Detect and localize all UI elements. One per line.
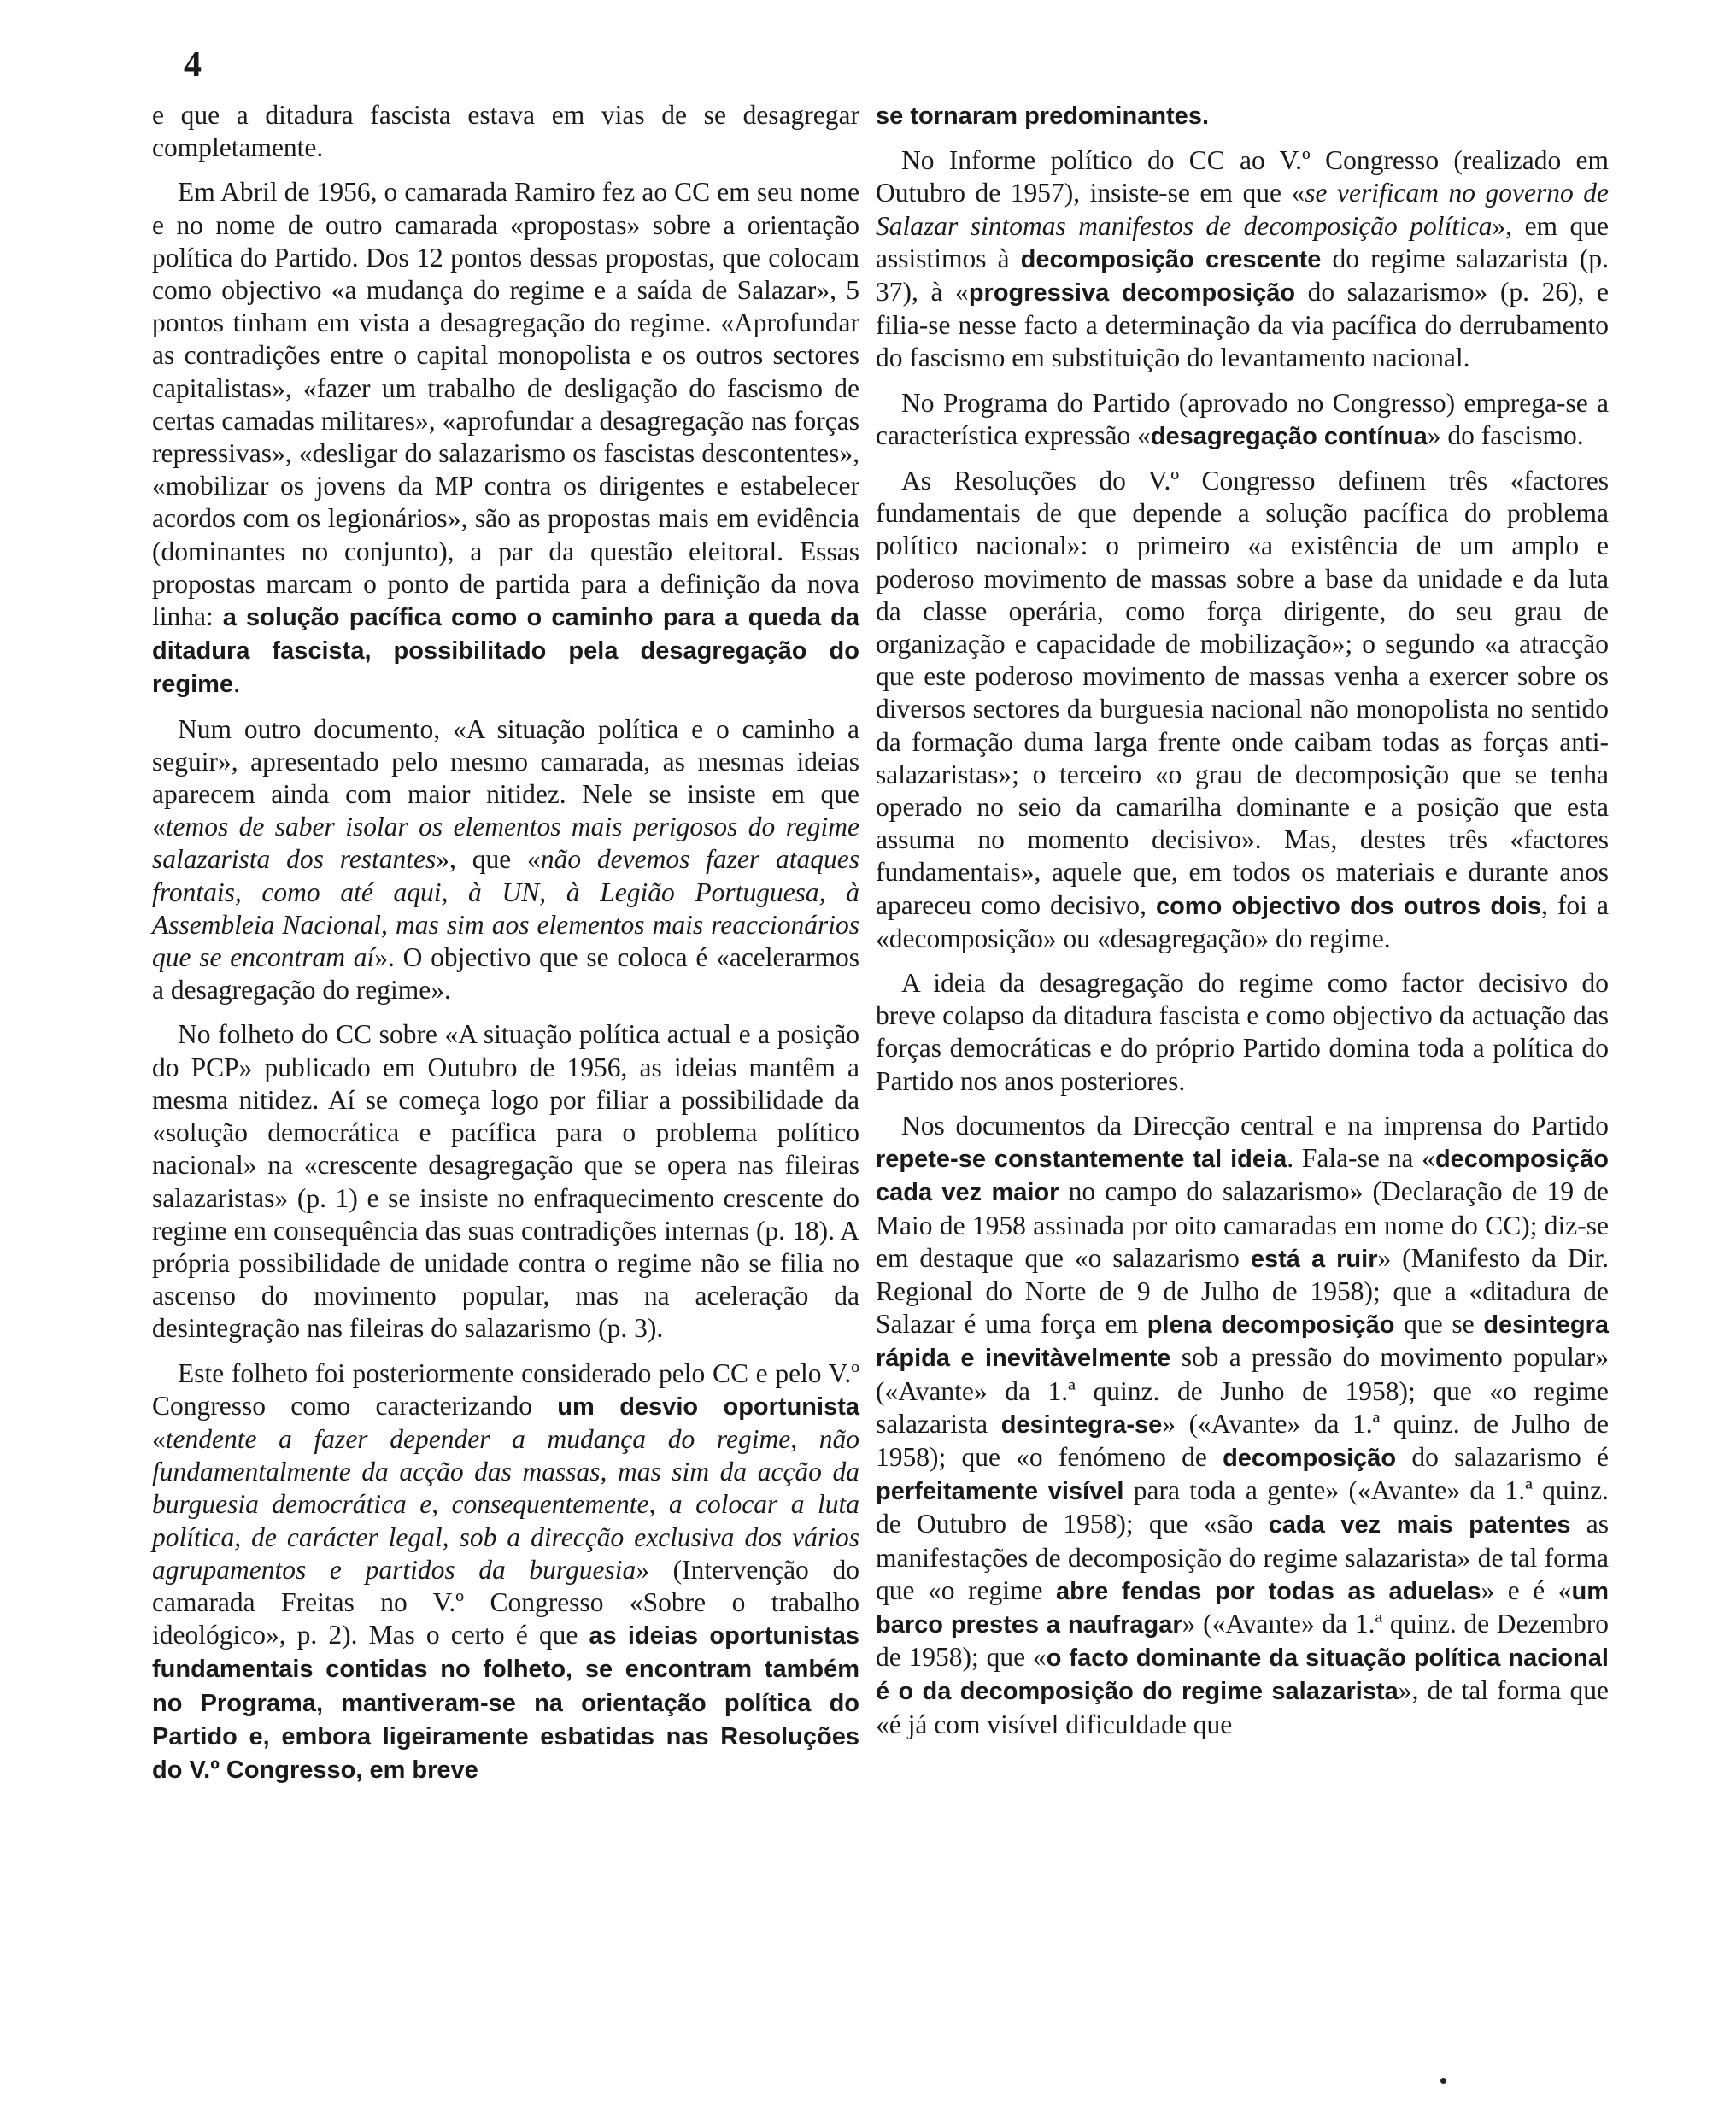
emphasis-text: a solução pacífica como o caminho para a queda da ditadura fascista, possibilitado pela desagregação do regime xyxy=(152,604,859,699)
emphasis-text: abre fendas por todas as aduelas xyxy=(1055,1577,1481,1605)
quoted-italic-text: temos de saber isolar os elementos mais perigosos do regime salazarista dos restantes xyxy=(152,812,859,875)
paragraph xyxy=(876,1110,1609,1741)
body-text: as manifestações de decomposição do regime salazarista» de tal forma que «o regime xyxy=(876,1509,1609,1605)
body-text: para toda a gente» («Avante» da 1.ª quinz. de Outubro de 1958); que «são xyxy=(876,1475,1609,1539)
body-text: » e é « xyxy=(1481,1574,1572,1605)
body-text: Num outro documento, «A situação política e o caminho a seguir», apresentado pelo mesmo camarada, as mesmas ideias aparecem ainda com maior nitidez. Nele se insiste em que « xyxy=(152,713,859,842)
paragraph xyxy=(876,465,1609,955)
emphasis-text: decomposição crescente xyxy=(1020,245,1322,273)
emphasis-text: repete-se constantemente tal ideia xyxy=(876,1146,1287,1174)
emphasis-text: desintegra-se xyxy=(1000,1410,1163,1439)
body-text: » (Manifesto da Dir. Regional do Norte de 9 de Julho de 1958); que a «ditadura de Salazar é uma força em xyxy=(876,1242,1609,1340)
body-text: no campo do salazarismo» (Declaração de 19 de Maio de 1958 assinada por oito camaradas em nome do CC); diz-se em destaque que «o salazarismo xyxy=(876,1176,1609,1273)
body-text: No Programa do Partido (aprovado no Congresso) emprega-se a característica expressão « xyxy=(876,387,1609,450)
body-text: sob a pressão do movimento popular» («Avante» da 1.ª quinz. de Junho de 1958); que «o regime salazarista xyxy=(876,1342,1609,1439)
body-text: , foi a «decomposição» ou «desagregação» do regime. xyxy=(876,889,1609,953)
emphasis-text: se tornaram predominantes. xyxy=(876,103,1209,130)
body-text: « xyxy=(152,1423,166,1454)
emphasis-text: o facto dominante da situação política nacional é o da decomposição do regime salazarista xyxy=(876,1645,1609,1706)
body-text: do salazarismo é xyxy=(1396,1441,1609,1472)
paragraph xyxy=(152,1357,859,1787)
body-text: Este folheto foi posteriormente considerado pelo CC e pelo V.º Congresso como caracterizando xyxy=(152,1357,859,1421)
emphasis-text: desintegra rápida e inevitàvelmente xyxy=(876,1311,1609,1373)
emphasis-text: um barco prestes a naufragar xyxy=(876,1577,1610,1639)
emphasis-text: desagregação contínua xyxy=(1150,422,1428,450)
body-text: Nos documentos da Direcção central e na imprensa do Partido xyxy=(901,1110,1609,1140)
emphasis-text: como objectivo dos outros dois xyxy=(1155,892,1541,920)
body-text: do salazarismo» (p. 26), e filia-se nesse facto a determinação da via pacífica do derrubamento do fascismo em substituição do levantamento nacional. xyxy=(876,277,1609,373)
body-text: No Informe político do CC ao V.º Congresso (realizado em Outubro de 1957), insiste-se em que « xyxy=(876,145,1609,208)
paragraph xyxy=(876,967,1609,1098)
body-text: A ideia da desagregação do regime como factor decisivo do breve colapso da ditadura fascista e como objectivo da actuação das forças democráticas e do próprio Partido domina toda a política do Partido nos anos posteriores. xyxy=(876,968,1609,1096)
body-text: ». O objectivo que se coloca é «acelerarmos a desagregação do regime». xyxy=(152,942,859,1006)
body-text: e que a ditadura fascista estava em vias de se desagregar completamente. xyxy=(152,100,859,163)
paragraph xyxy=(152,1018,859,1345)
body-text: . xyxy=(233,668,240,699)
emphasis-text: um desvio oportunista xyxy=(557,1393,859,1421)
print-speck xyxy=(1440,2078,1446,2084)
emphasis-text: decomposição cada vez maior xyxy=(876,1146,1609,1207)
body-text: » («Avante» da 1.ª quinz. de Dezembro de 1958); que « xyxy=(876,1608,1609,1673)
emphasis-text: decomposição xyxy=(1223,1444,1397,1472)
emphasis-text: as ideias oportunistas fundamentais contidas no folheto, se encontram também no Programa, mantiveram-se na orientação política do Partido e, embora ligeiramente esbatidas nas Resoluções do V.º Congresso, em breve xyxy=(152,1622,859,1784)
paragraph xyxy=(152,176,859,701)
body-text: Em Abril de 1956, o camarada Ramiro fez ao CC em seu nome e no nome de outro camarada «propostas» sobre a orientação política do Partido. Dos 12 pontos dessas propostas, que colocam como objectivo «a mudança do regime e a saída de Salazar», 5 pontos tinham em vista a desagregação do regime. «Aprofundar as contradições entre o capital monopolista e os outros sectores capitalistas», «fazer um trabalho de desligação do fascismo de certas camadas militares», «aprofundar a desagregação nas forças repressivas», «desligar do salazarismo os fascistas descontentes», «mobilizar os jovens da MP contra os dirigentes e estabelecer acordos com os legionários», são as propostas mais em evidência (dominantes no conjunto), a par da questão eleitoral. Essas propostas marcam o ponto de partida para a definição da nova linha: xyxy=(152,177,859,632)
body-text: que se xyxy=(1394,1309,1484,1340)
body-text: . Fala-se na « xyxy=(1287,1143,1435,1174)
emphasis-text: perfeitamente visível xyxy=(876,1478,1124,1506)
quoted-italic-text: não devemos fazer ataques frontais, como até aqui, à UN, à Legião Portuguesa, à Assembleia Nacional, mas sim aos elementos mais reaccionários que se encontram aí xyxy=(152,844,859,973)
body-text: As Resoluções do V.º Congresso definem três «factores fundamentais de que depende a solução pacífica do problema político nacional»: o primeiro «a existência de um amplo e poderoso movimento de massas sobre a base da unidade e da luta da classe operária, como força dirigente, do seu grau de organização e capacidade de mobilização»; o segundo «a atracção que este poderoso movimento de massas venha a exercer sobre os diversos sectores da burguesia nacional não monopolista no sentido da formação duma larga frente onde caibam todas as forças anti-salazaristas»; o terceiro «o grau de decomposição que se tenha operado no seio da camarilha dominante e a posição que esta assuma no momento decisivo». Mas, destes três «factores fundamentais», aquele que, em todos os materiais e durante anos apareceu como decisivo, xyxy=(876,466,1609,920)
paragraph xyxy=(876,144,1609,374)
body-text: », em que assistimos à xyxy=(876,210,1609,273)
paragraph xyxy=(152,99,859,164)
body-text: » («Avante» da 1.ª quinz. de Julho de 1958); que «o fenómeno de xyxy=(876,1408,1609,1472)
paragraph xyxy=(876,99,1609,132)
left-column xyxy=(152,99,859,1798)
quoted-italic-text: tendente a fazer depender a mudança do regime, não fundamentalmente da acção das massas, mas sim da acção da burguesia democrática e, consequentemente, a colocar a luta política, de carácter legal, sob a direcção exclusiva dos vários agrupamentos e partidos da burguesia xyxy=(152,1423,859,1585)
right-column xyxy=(876,99,1609,1753)
emphasis-text: está a ruir xyxy=(1250,1245,1378,1273)
emphasis-text: plena decomposição xyxy=(1147,1311,1395,1340)
page-number: 4 xyxy=(184,45,202,85)
emphasis-text: cada vez mais patentes xyxy=(1268,1511,1571,1539)
body-text: », de tal forma que «é já com visível dificuldade que xyxy=(876,1675,1609,1739)
emphasis-text: progressiva decomposição xyxy=(968,279,1296,308)
quoted-italic-text: se verificam no governo de Salazar sintomas manifestos de decomposição política xyxy=(876,178,1609,241)
body-text: », que « xyxy=(436,844,541,875)
body-text: » do fascismo. xyxy=(1427,419,1584,450)
body-text: » (Intervenção do camarada Freitas no V.º Congresso «Sobre o trabalho ideológico», p. 2). Mas o certo é que xyxy=(152,1554,859,1651)
body-text: No folheto do CC sobre «A situação política actual e a posição do PCP» publicado em Outubro de 1956, as ideias mantêm a mesma nitidez. Aí se começa logo por filiar a possibilidade da «solução democrática e pacífica para o problema político nacional» na «crescente desagregação que se opera nas fileiras salazaristas» (p. 1) e se insiste no enfraquecimento crescente do regime em consequência das suas contradições internas (p. 18). A própria possibilidade de unidade contra o regime não se filia no ascenso do movimento popular, mas na aceleração da desintegração nas fileiras do salazarismo (p. 3). xyxy=(152,1019,859,1344)
body-text: do regime salazarista (p. 37), à « xyxy=(876,243,1609,308)
paragraph xyxy=(876,387,1609,453)
paragraph xyxy=(152,713,859,1007)
